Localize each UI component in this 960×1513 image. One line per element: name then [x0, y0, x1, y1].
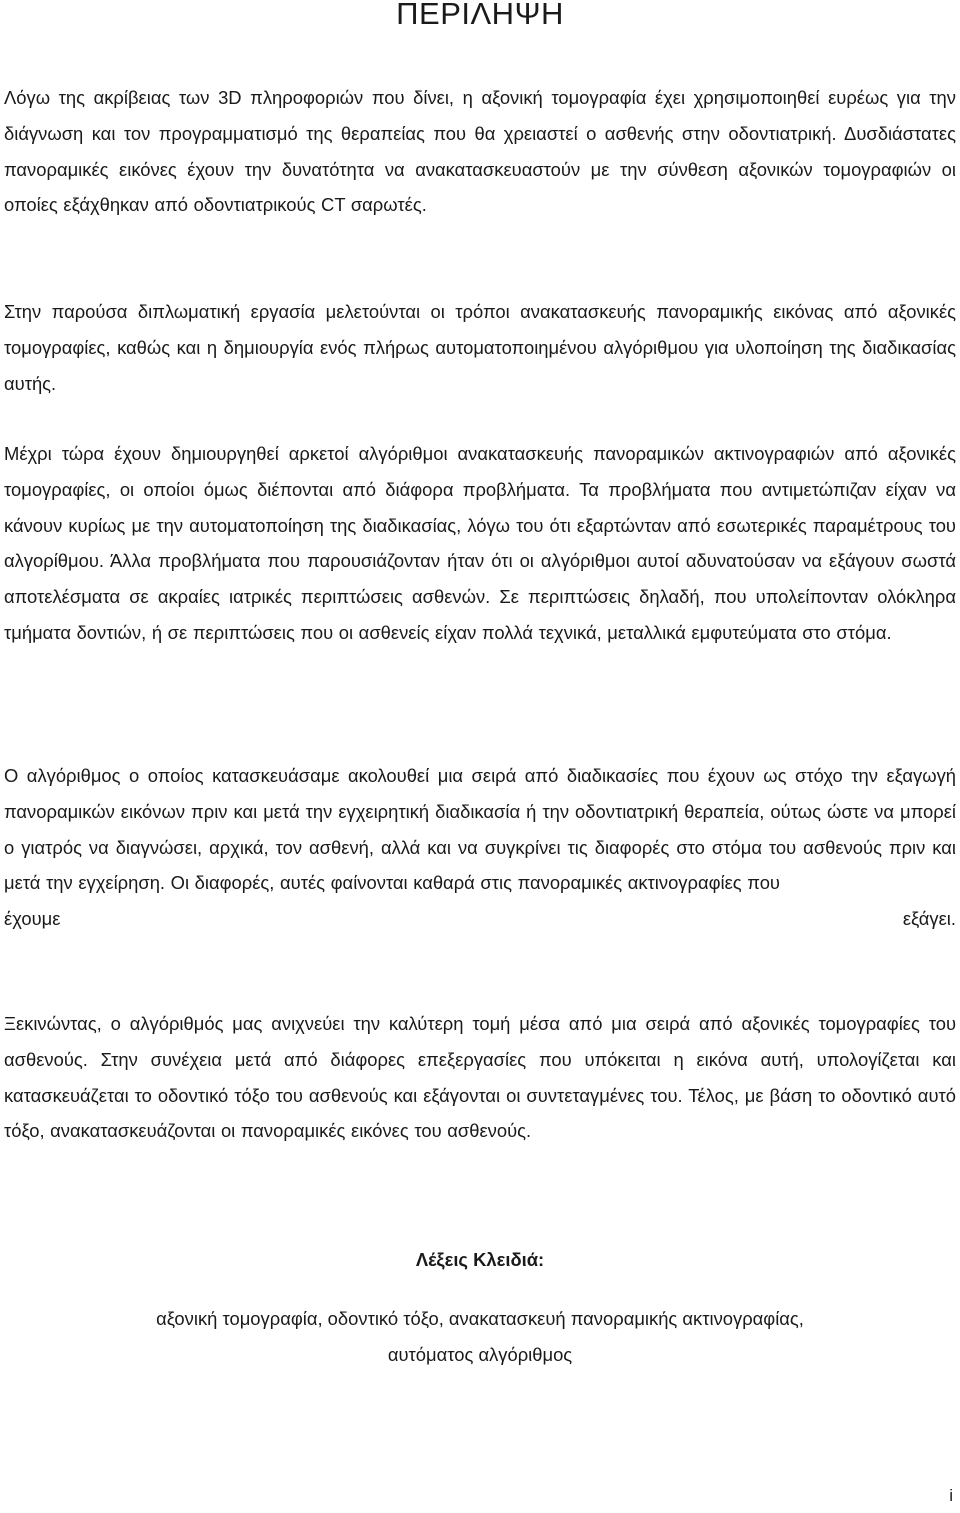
- page-number: i: [949, 1486, 953, 1505]
- paragraph-algorithm-last-left: έχουμε: [4, 908, 61, 930]
- keywords-line-1: αξονική τομογραφία, οδοντικό τόξο, ανακατασκευή πανοραμικής ακτινογραφίας,: [156, 1308, 804, 1329]
- keywords-heading: Λέξεις Κλειδιά:: [415, 1249, 545, 1270]
- keywords-list: [0, 1301, 960, 1373]
- paragraph-prior-work: Μέχρι τώρα έχουν δημιουργηθεί αρκετοί αλγόριθμοι ανακατασκευής πανοραμικών ακτινογραφιών από αξονικές τομογραφίες, οι οποίοι όμως διέπονται από διάφορα προβλήματα. Τα προβλήματα που αντιμετώπιζαν είχαν να κάνουν κυρίως με την αυτοματοποίηση της διαδικασίας, λόγω του ότι εξαρτώνταν από εσωτερικές παραμέτρους του αλγορίθμου. Άλλα προβλήματα που παρουσιάζονταν ήταν ότι οι αλγόριθμοι αυτοί αδυνατούσαν να εξάγουν σωστά αποτελέσματα σε ακραίες ιατρικές περιπτώσεις ασθενών. Σε περιπτώσεις δηλαδή, που υπολείπονταν ολόκληρα τμήματα δοντιών, ή σε περιπτώσεις που οι ασθενείς είχαν πολλά τεχνικά, μεταλλικά εμφυτεύματα στο στόμα.: [4, 443, 956, 643]
- paragraph-algorithm-text: Ο αλγόριθμος ο οποίος κατασκευάσαμε ακολουθεί μια σειρά από διαδικασίες που έχουν ως στόχο την εξαγωγή πανοραμικών εικόνων πριν και μετά την εγχειρητική διαδικασία ή την οδοντιατρική θεραπεία, ούτως ώστε να μπορεί ο γιατρός να διαγνώσει, αρχικά, τον ασθενή, αλλά και να συγκρίνει τις διαφορές στο στόμα του ασθενούς πριν και μετά την εγχείρηση. Οι διαφορές, αυτές φαίνονται καθαρά στις πανοραμικές ακτινογραφίες που: [4, 765, 956, 894]
- paragraph-algorithm: [4, 758, 956, 937]
- paragraph-algorithm-last-right: εξάγει.: [902, 908, 956, 930]
- paragraph-thesis-scope: Στην παρούσα διπλωματική εργασία μελετούνται οι τρόποι ανακατασκευής πανοραμικής εικόνας από αξονικές τομογραφίες, καθώς και η δημιουργία ενός πλήρως αυτοματοποιημένου αλγόριθμου για υλοποίηση της διαδικασίας αυτής.: [4, 301, 956, 394]
- paragraph-method-steps: Ξεκινώντας, ο αλγόριθμός μας ανιχνεύει την καλύτερη τομή μέσα από μια σειρά από αξονικές τομογραφίες του ασθενούς. Στην συνέχεια μετά από διάφορες επεξεργασίες που υπόκειται η εικόνα αυτή, υπολογίζεται και κατασκευάζεται το οδοντικό τόξο του ασθενούς και εξάγονται οι συντεταγμένες του. Τέλος, με βάση το οδοντικό αυτό τόξο, ανακατασκευάζονται οι πανοραμικές εικόνες του ασθενούς.: [4, 1013, 956, 1142]
- keywords-line-2: αυτόματος αλγόριθμος: [387, 1344, 573, 1365]
- page-title: ΠΕΡΙΛΗΨΗ: [396, 0, 564, 31]
- paragraph-algorithm-last-line: [4, 901, 956, 937]
- paragraph-intro: Λόγω της ακρίβειας των 3D πληροφοριών που δίνει, η αξονική τομογραφία έχει χρησιμοποιηθεί ευρέως για την διάγνωση και τον προγραμματισμό της θεραπείας που θα χρειαστεί ο ασθενής στην οδοντιατρική. Δυσδιάστατες πανοραμικές εικόνες έχουν την δυνατότητα να ανακατασκευαστούν με την σύνθεση αξονικών τομογραφιών οι οποίες εξάχθηκαν από οδοντιατρικούς CT σαρωτές.: [4, 87, 956, 216]
